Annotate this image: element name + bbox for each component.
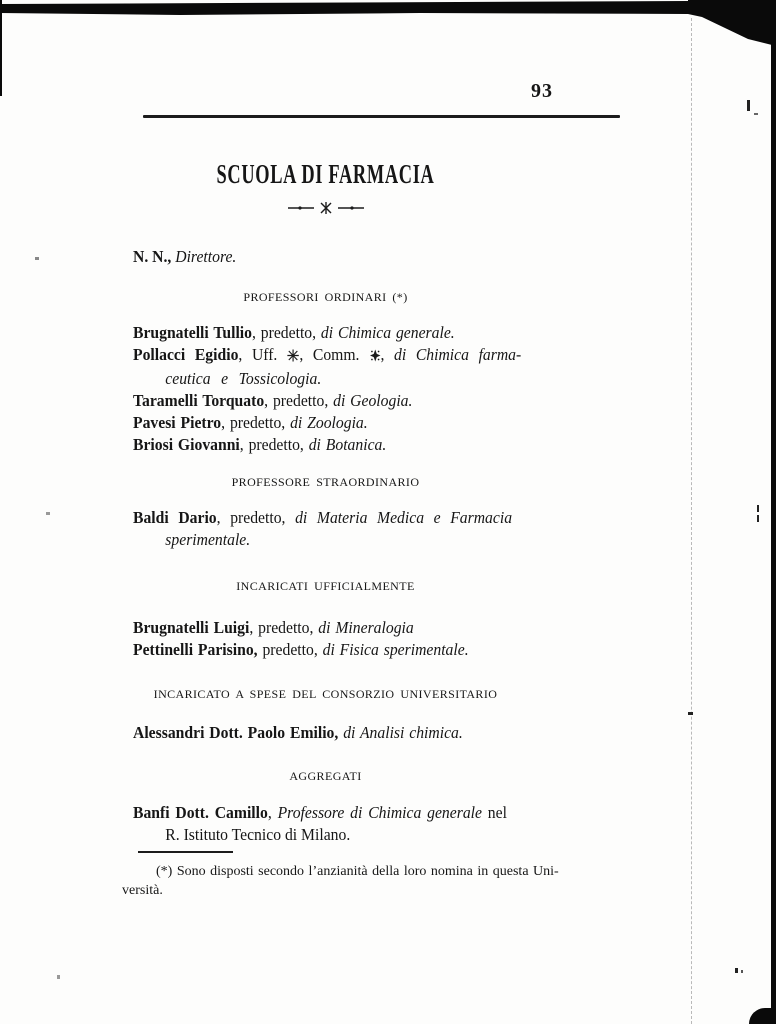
entry-line: [133, 344, 618, 368]
entry-line: [133, 322, 618, 344]
faculty-entry: [133, 434, 643, 456]
director-role: Direttore.: [175, 247, 237, 266]
entry-line: [133, 824, 618, 846]
page-number: 93: [531, 80, 553, 102]
faculty-section: [133, 475, 643, 551]
text-segment: , Comm.: [299, 345, 370, 364]
text-segment: Baldi Dario: [133, 508, 217, 527]
text-segment: di Zoologia.: [290, 413, 368, 432]
text-segment: di Chimica generale.: [320, 323, 455, 342]
entry-line: [133, 390, 618, 412]
faculty-sections: [133, 290, 643, 846]
text-segment: R. Istituto Tecnico di Milano.: [165, 825, 351, 844]
entry-line: [133, 722, 618, 744]
footnote-line: versità.: [122, 883, 163, 898]
text-segment: ,: [267, 803, 278, 822]
scan-right-edge: [771, 0, 776, 1024]
page-fold-dotted-line: [691, 18, 692, 1024]
text-segment: di Botanica.: [308, 435, 387, 454]
scan-bottom-right-corner: [749, 1008, 776, 1024]
text-segment: Brugnatelli Tullio: [133, 323, 252, 342]
text-segment: Brugnatelli Luigi: [133, 618, 250, 637]
section-entries: [133, 802, 643, 846]
text-segment: , predetto,: [264, 391, 334, 410]
text-segment: Pavesi Pietro: [133, 413, 222, 432]
entry-line: [133, 507, 618, 529]
text-segment: , predetto,: [216, 508, 296, 527]
section-entries: [133, 722, 643, 744]
section-heading: PROFESSORI ORDINARI (*): [243, 290, 408, 304]
entry-line: [133, 412, 618, 434]
entry-line: [133, 639, 618, 661]
text-segment: , predetto,: [221, 413, 291, 432]
entry-line: [133, 368, 618, 390]
section-entries: [133, 322, 643, 456]
text-segment: , predetto,: [239, 435, 309, 454]
order-cross-icon: [369, 346, 380, 368]
text-segment: sperimentale.: [165, 530, 251, 549]
scan-left-edge: [0, 0, 2, 96]
entry-line: [133, 529, 618, 551]
text-segment: ceutica e Tossicologia.: [165, 369, 322, 388]
faculty-section: [133, 290, 643, 456]
faculty-entry: [133, 722, 643, 744]
section-entries: [133, 507, 643, 551]
footnote: [122, 851, 637, 900]
text-segment: di Fisica sperimentale.: [322, 640, 469, 659]
footnote-line: (*) Sono disposti secondo l’anzianità della loro nomina in questa Uni-: [156, 864, 559, 879]
faculty-entry: [133, 344, 643, 390]
text-segment: predetto,: [257, 640, 323, 659]
faculty-entry: [133, 412, 643, 434]
order-star-icon: [287, 346, 299, 368]
text-segment: , predetto,: [249, 618, 319, 637]
text-segment: di Mineralogia: [318, 618, 414, 637]
section-heading: AGGREGATI: [289, 769, 362, 783]
section-entries: [133, 617, 643, 661]
text-segment: di Analisi chimica.: [343, 723, 463, 742]
faculty-entry: [133, 322, 643, 344]
director-name: N. N.,: [133, 247, 172, 266]
text-segment: , predetto,: [251, 323, 321, 342]
text-segment: Pollacci Egidio: [133, 345, 239, 364]
scan-top-edge: [0, 0, 776, 50]
text-segment: Briosi Giovanni: [133, 435, 240, 454]
text-segment: di Geologia.: [333, 391, 413, 410]
director-line: [133, 246, 618, 268]
text-segment: , Uff.: [238, 345, 287, 364]
faculty-entry: [133, 617, 643, 639]
page-title: SCUOLA DI FARMACIA: [216, 159, 435, 189]
scan-speck: [741, 970, 743, 973]
entry-line: [133, 617, 618, 639]
scan-speck: [46, 512, 50, 515]
fleuron-divider-icon: [133, 201, 518, 220]
section-heading: INCARICATI UFFICIALMENTE: [236, 579, 415, 593]
faculty-entry: [133, 802, 643, 846]
footnote-rule: [138, 851, 233, 853]
section-heading: PROFESSORE STRAORDINARIO: [231, 475, 420, 489]
faculty-entry: [133, 390, 643, 412]
section-heading: INCARICATO A SPESE DEL CONSORZIO UNIVERSITARIO: [153, 687, 498, 701]
text-segment: ,: [380, 345, 395, 364]
faculty-section: [133, 579, 643, 661]
scan-speck: [754, 113, 758, 115]
scan-speck: [747, 100, 750, 111]
scan-speck: [57, 975, 60, 979]
faculty-section: [133, 687, 643, 744]
scan-speck: [35, 257, 39, 260]
entry-line: [133, 802, 618, 824]
scan-speck: [757, 505, 759, 512]
text-column: [133, 246, 643, 846]
faculty-entry: [133, 639, 643, 661]
text-segment: Banfi Dott. Camillo: [133, 803, 268, 822]
text-segment: Pettinelli Parisino,: [133, 640, 258, 659]
entry-line: [133, 434, 618, 456]
text-segment: Professore di Chimica generale: [277, 803, 482, 822]
text-segment: nel: [481, 803, 507, 822]
text-segment: Taramelli Torquato: [133, 391, 265, 410]
text-segment: Alessandri Dott. Paolo Emilio,: [133, 723, 339, 742]
scan-speck: [688, 712, 693, 715]
text-segment: di Chimica farma-: [394, 345, 522, 364]
scan-speck: [735, 968, 738, 973]
text-segment: di Materia Medica e Farmacia: [295, 508, 513, 527]
faculty-section: [133, 769, 643, 846]
scan-speck: [757, 515, 759, 522]
faculty-entry: [133, 507, 643, 551]
header-rule: [143, 115, 620, 118]
